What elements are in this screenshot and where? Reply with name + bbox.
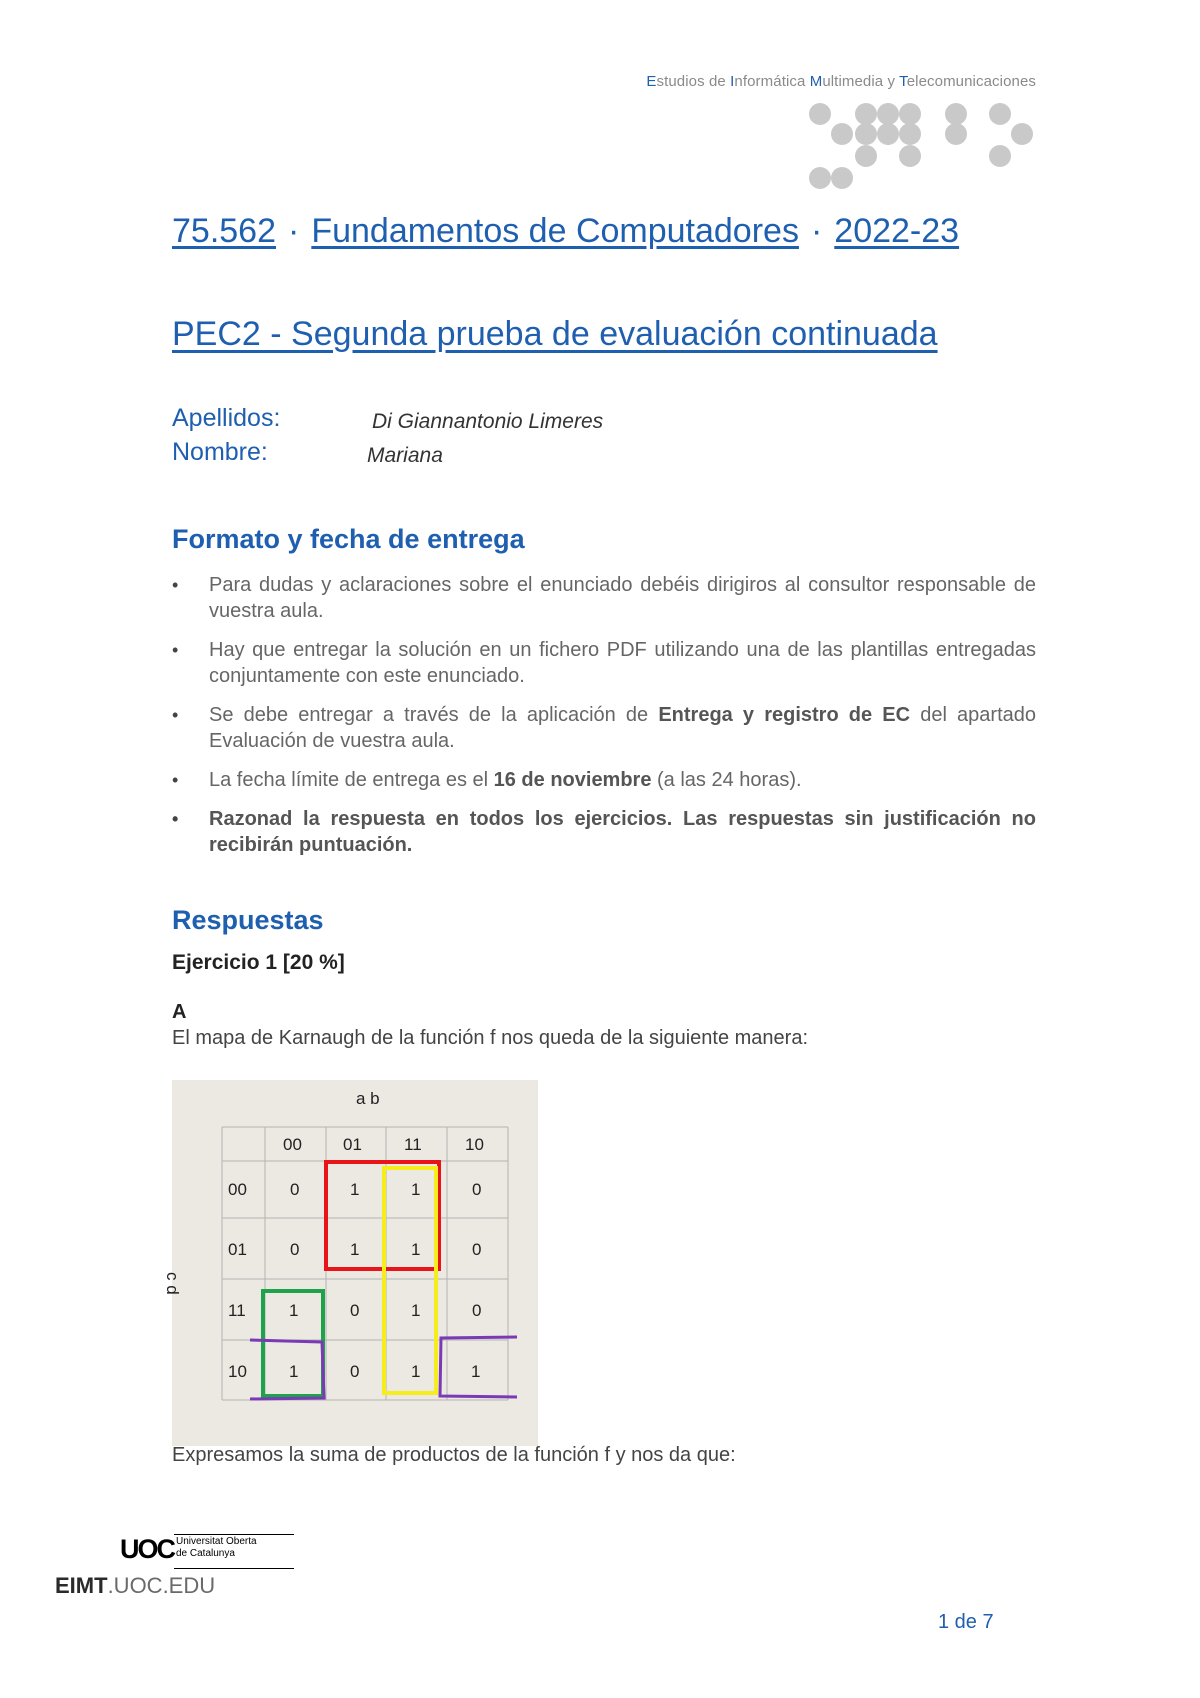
kmap-cell: 1 (411, 1362, 421, 1381)
studies-rest-e: studios de (656, 73, 731, 90)
kmap-row-variable: c d (163, 1272, 182, 1295)
delivery-heading: Formato y fecha de entrega (172, 524, 525, 554)
surname-label: Apellidos: (172, 404, 281, 432)
name-label: Nombre: (172, 438, 268, 466)
surname-value: Di Giannantonio Limeres (372, 410, 604, 433)
list-item-text: Hay que entregar la solución en un fichero PDF utilizando una de las plantillas entregadas conjuntamente con este enunciado. (209, 639, 1036, 687)
course-separator-2: · (810, 212, 823, 250)
kmap-row-label: 10 (228, 1362, 247, 1381)
kmap-cell: 1 (350, 1180, 360, 1199)
kmap-col-label: 01 (343, 1135, 362, 1154)
exercise-title: Ejercicio 1 [20 %] (172, 951, 345, 974)
eimt-url-rest: .UOC.EDU (107, 1573, 216, 1598)
kmap-cell: 0 (290, 1180, 300, 1199)
list-item-text-after: del apartado Evaluación de vuestra aula. (209, 704, 1037, 752)
delivery-list (172, 572, 1036, 871)
course-code-link[interactable]: 75.562 (172, 212, 276, 250)
kmap-cell: 1 (411, 1240, 421, 1259)
uoc-logo (120, 1530, 290, 1572)
list-item-text: Razonad la respuesta en todos los ejercicios. Las respuestas sin justificación no recibirán puntuación. (209, 808, 1036, 856)
kmap-cell: 0 (290, 1240, 300, 1259)
kmap-cell: 0 (472, 1301, 482, 1320)
section-label: A (172, 1001, 187, 1023)
kmap-cell: 0 (472, 1240, 482, 1259)
bullet-icon: • (172, 809, 179, 829)
kmap-cell: 1 (350, 1240, 360, 1259)
kmap-col-variable: a b (356, 1089, 380, 1108)
university-name-line1: Universitat Oberta (176, 1536, 257, 1547)
kmap-cell: 0 (472, 1180, 482, 1199)
kmap-cell: 1 (289, 1362, 299, 1381)
list-item (172, 702, 1036, 754)
kmap-cell: 1 (289, 1301, 299, 1320)
list-item-text-bold: 16 de noviembre (493, 769, 652, 791)
list-item (172, 637, 1036, 689)
list-item (172, 572, 1036, 624)
studies-rest-i: nformática (734, 73, 810, 90)
decorative-dots-graphic (800, 98, 1050, 194)
list-item-text-before: Se debe entregar a través de la aplicación de (209, 704, 659, 726)
list-item (172, 767, 1036, 793)
answers-heading: Respuestas (172, 905, 324, 935)
kmap-col-label: 10 (465, 1135, 484, 1154)
kmap-cell: 0 (350, 1362, 360, 1381)
studies-initial-e: E (646, 73, 657, 90)
page-number: 1 de 7 (938, 1611, 994, 1633)
kmap-col-label: 00 (283, 1135, 302, 1154)
list-item (172, 806, 1036, 858)
list-item-text: Para dudas y aclaraciones sobre el enunciado debéis dirigiros al consultor responsable de vuestra aula. (209, 574, 1036, 622)
course-name-link[interactable]: Fundamentos de Computadores (311, 212, 799, 250)
kmap-row-label: 11 (228, 1301, 246, 1320)
kmap-row-label: 00 (228, 1180, 247, 1199)
name-value: Mariana (367, 444, 443, 467)
eimt-url[interactable] (55, 1573, 215, 1599)
bullet-icon: • (172, 705, 179, 725)
list-item-text-after: (a las 24 horas). (651, 769, 802, 791)
studies-initial-i: I (730, 73, 735, 90)
studies-rest-m: ultimedia y (822, 73, 900, 90)
kmap-col-label: 11 (404, 1135, 422, 1154)
kmap-cell: 1 (471, 1362, 481, 1381)
department-header (646, 73, 1036, 90)
university-name-line2: de Catalunya (176, 1548, 235, 1559)
course-year-link[interactable]: 2022-23 (834, 212, 960, 250)
group-yellow (384, 1168, 436, 1393)
bullet-icon: • (172, 640, 179, 660)
list-item-text-before: La fecha límite de entrega es el (209, 769, 494, 791)
kmap-outro: Expresamos la suma de productos de la función f y nos da que: (172, 1444, 736, 1466)
studies-initial-t: T (899, 73, 907, 90)
kmap-intro: El mapa de Karnaugh de la función f nos queda de la siguiente manera: (172, 1027, 808, 1049)
eimt-url-bold: EIMT (55, 1573, 108, 1598)
kmap-cell: 1 (411, 1301, 421, 1320)
bullet-icon: • (172, 770, 179, 790)
pec-title[interactable]: PEC2 - Segunda prueba de evaluación continuada (172, 315, 938, 353)
list-item-text-bold: Entrega y registro de EC (658, 704, 911, 726)
kmap-row-label: 01 (228, 1240, 247, 1259)
studies-initial-m: M (809, 73, 823, 90)
bullet-icon: • (172, 575, 179, 595)
course-title (172, 212, 959, 251)
karnaugh-map (163, 1080, 538, 1446)
studies-rest-t: elecomunicaciones (906, 73, 1036, 90)
kmap-cell: 0 (350, 1301, 360, 1320)
course-separator: · (288, 212, 300, 250)
uoc-logo-mark: UOC (120, 1534, 174, 1564)
kmap-cell: 1 (411, 1180, 421, 1199)
